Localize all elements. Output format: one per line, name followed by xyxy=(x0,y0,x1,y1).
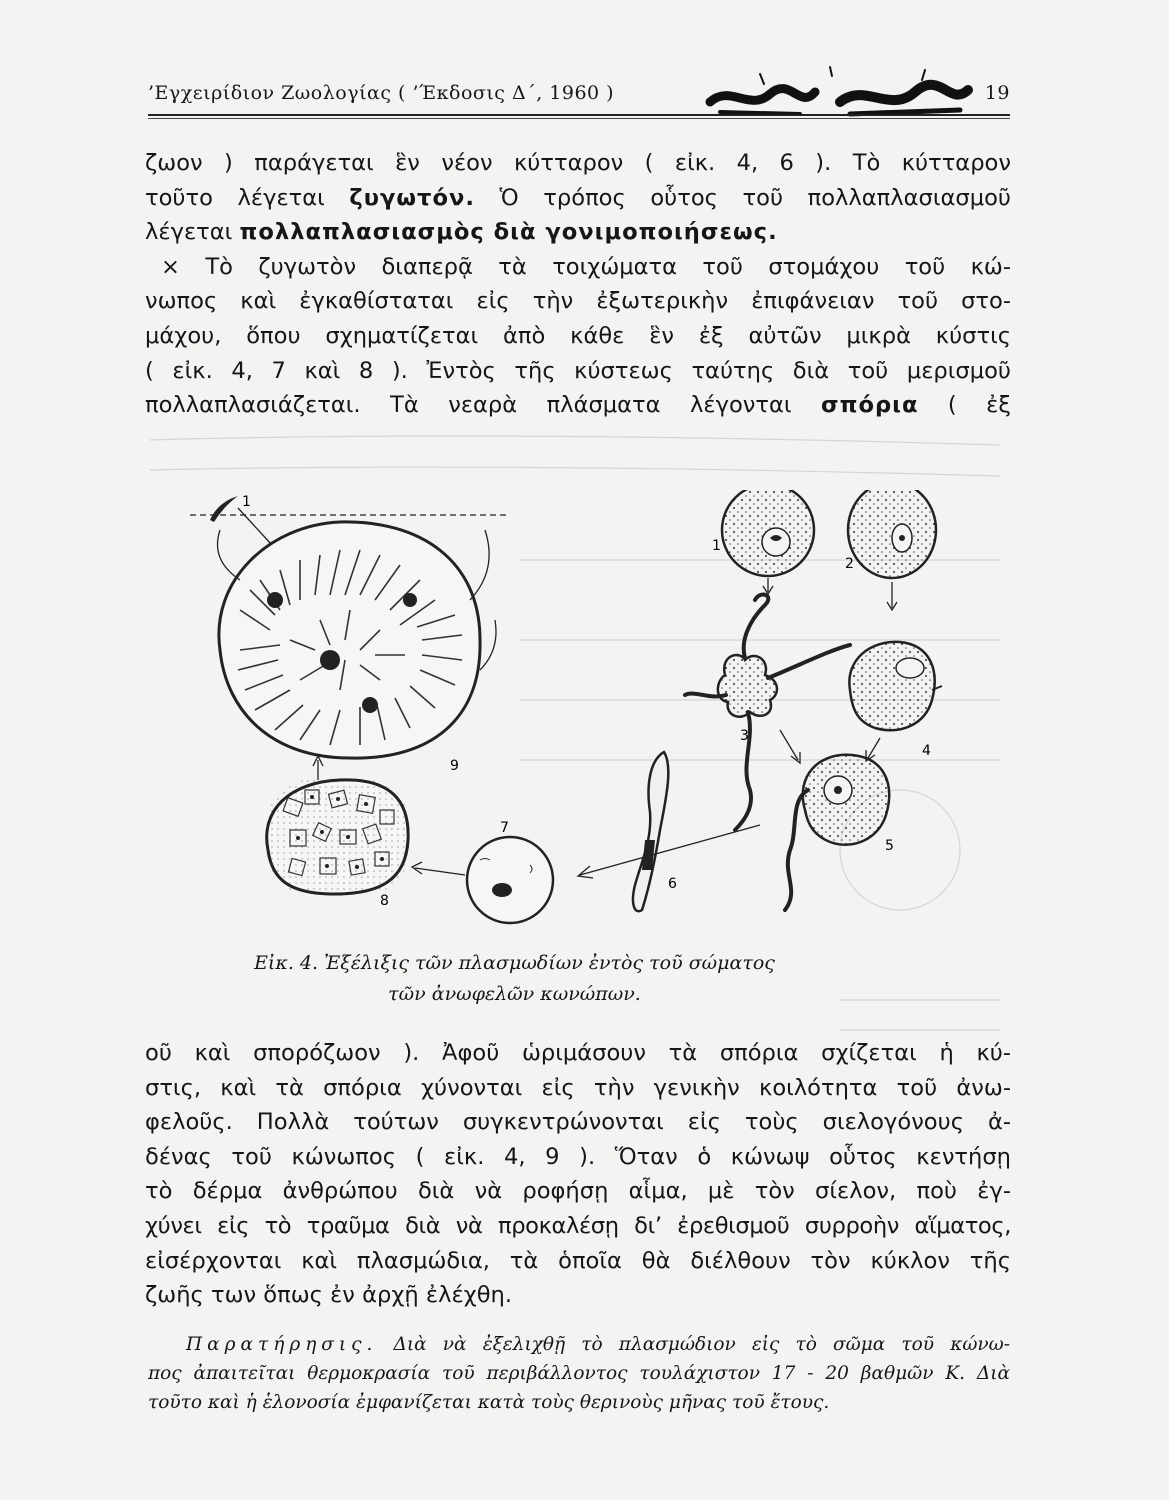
label-9: 9 xyxy=(450,758,459,774)
bottom-paragraph xyxy=(145,1036,1011,1313)
note-line xyxy=(148,1330,1010,1359)
arrow xyxy=(580,825,760,875)
ink-scribble xyxy=(700,62,980,122)
life-cycle-figure xyxy=(180,490,1020,940)
margin-mark: × xyxy=(161,253,180,280)
text-run: ( ἐξ xyxy=(918,392,1011,419)
term-zygote: ζυγωτόν. xyxy=(349,184,475,211)
label-6: 6 xyxy=(668,876,677,892)
text-line: οῦ καὶ σπορόζωον ). Ἀφοῦ ὡριμάσουν τὰ σπόρια σχίζεται ἡ κύ- xyxy=(145,1040,1011,1066)
note-run: Διὰ νὰ ἐξελιχθῇ τὸ πλασμώδιον εἰς τὸ σῶμα τοῦ κώνω- xyxy=(377,1334,1010,1355)
red-cell-macrogametocyte xyxy=(848,490,936,578)
ookinete xyxy=(633,752,668,911)
text-line: δένας τοῦ κώνωπος ( εἰκ. 4, 9 ). Ὅταν ὁ κώνωψ οὗτος κεντήσῃ xyxy=(145,1143,1011,1170)
arrow xyxy=(415,868,465,875)
text-line: χύνει εἰς τὸ τραῦμα διὰ νὰ προκαλέσῃ δι’ ἐρεθισμοῦ συρροὴν αἵματος, xyxy=(145,1212,1011,1239)
text-line: εἰσέρχονται καὶ πλασμώδια, τὰ ὁποῖα θὰ διέλθουν τὸν κύκλον τῆς xyxy=(145,1247,1011,1274)
header-rule-thin xyxy=(148,118,1010,119)
text-line: ζωῆς των ὅπως ἐν ἀρχῇ ἐλέχθη. xyxy=(145,1282,513,1309)
macrogamete xyxy=(849,642,942,730)
figure-caption-line-2: τῶν ἀνωφελῶν κωνώπων. xyxy=(388,983,641,1005)
text-line: φελοῦς. Πολλὰ τούτων συγκεντρώνονται εἰς τοὺς σιελογόνους ἀ- xyxy=(145,1109,1011,1136)
note-line: τοῦτο καὶ ἡ ἑλονοσία ἐμφανίζεται κατὰ τοὺς θερινοὺς μῆνας τοῦ ἔτους. xyxy=(148,1392,830,1413)
young-oocyst xyxy=(467,837,553,923)
top-paragraph xyxy=(145,146,1011,423)
figure-caption-line-1: Εἰκ. 4. Ἐξέλιξις τῶν πλασμωδίων ἐντὸς τοῦ σώματος xyxy=(254,952,775,974)
remark-note xyxy=(148,1330,1010,1417)
note-lead: Παρατήρησις. xyxy=(186,1334,378,1355)
text-line: στις, καὶ τὰ σπόρια χύνονται εἰς τὴν γενικὴν κοιλότητα τοῦ ἀνω- xyxy=(145,1074,1011,1101)
oocyst-ruptured xyxy=(218,522,497,758)
text-line xyxy=(145,250,1011,285)
note-line: πος ἀπαιτεῖται θερμοκρασία τοῦ περιβάλλοντος τουλάχιστον 17 - 20 βαθμῶν Κ. Διὰ xyxy=(148,1363,1010,1384)
label-1a: 1 xyxy=(242,494,251,510)
text-run: Τὸ ζυγωτὸν διαπερᾷ τὰ τοιχώματα τοῦ στομάχου τοῦ κώ- xyxy=(179,253,1011,280)
text-line: ( εἰκ. 4, 7 καὶ 8 ). Ἐντὸς τῆς κύστεως ταύτης διὰ τοῦ μερισμοῦ xyxy=(145,357,1011,384)
label-7: 7 xyxy=(500,820,509,836)
label-3: 3 xyxy=(740,728,749,744)
arrow-head xyxy=(791,752,800,763)
oocyst-mature xyxy=(267,780,408,894)
text-line xyxy=(145,181,1011,216)
text-run: πολλαπλασιάζεται. Τὰ νεαρὰ πλάσματα λέγονται xyxy=(145,392,821,419)
text-line: τὸ δέρμα ἀνθρώπου διὰ νὰ ροφήσῃ αἷμα, μὲ τὸν σίελον, ποὺ ἐγ- xyxy=(145,1178,1011,1205)
arrow xyxy=(780,730,798,760)
text-run: λέγεται xyxy=(145,219,240,246)
text-line xyxy=(145,388,1011,423)
fertilization-zygote xyxy=(785,755,889,910)
label-8: 8 xyxy=(380,893,389,909)
header-rule xyxy=(148,114,1010,116)
term-multiplication: πολλαπλασιασμὸς διὰ γονιμοποιήσεως. xyxy=(239,219,778,246)
label-4: 4 xyxy=(922,743,931,759)
text-line: μάχου, ὅπου σχηματίζεται ἀπὸ κάθε ἓν ἐξ αὐτῶν μικρὰ κύστις xyxy=(145,322,1011,349)
sporozoite-shape xyxy=(210,496,238,522)
page-number: 19 xyxy=(984,82,1010,104)
red-cell-gametocyte xyxy=(722,490,814,576)
arrow xyxy=(238,508,272,545)
header-title: ’Εγχειρίδιον Ζωολογίας ( ’Έκδοσις Δ΄, 1960 ) xyxy=(148,82,615,104)
label-2: 2 xyxy=(845,556,854,572)
text-line xyxy=(145,215,1011,250)
text-line: νωπος καὶ ἐγκαθίσταται εἰς τὴν ἐξωτερικὴν ἐπιφάνειαν τοῦ στο- xyxy=(145,288,1011,315)
text-run: τοῦτο λέγεται xyxy=(145,184,350,211)
label-1b: 1 xyxy=(712,538,721,554)
text-line: ζωον ) παράγεται ἓν νέον κύτταρον ( εἰκ. 4, 6 ). Τὸ κύτταρον xyxy=(145,150,1011,176)
label-5: 5 xyxy=(885,838,894,854)
term-spores: σπόρια xyxy=(820,392,919,419)
text-run: Ὁ τρόπος οὗτος τοῦ πολλαπλασιασμοῦ xyxy=(474,184,1011,211)
